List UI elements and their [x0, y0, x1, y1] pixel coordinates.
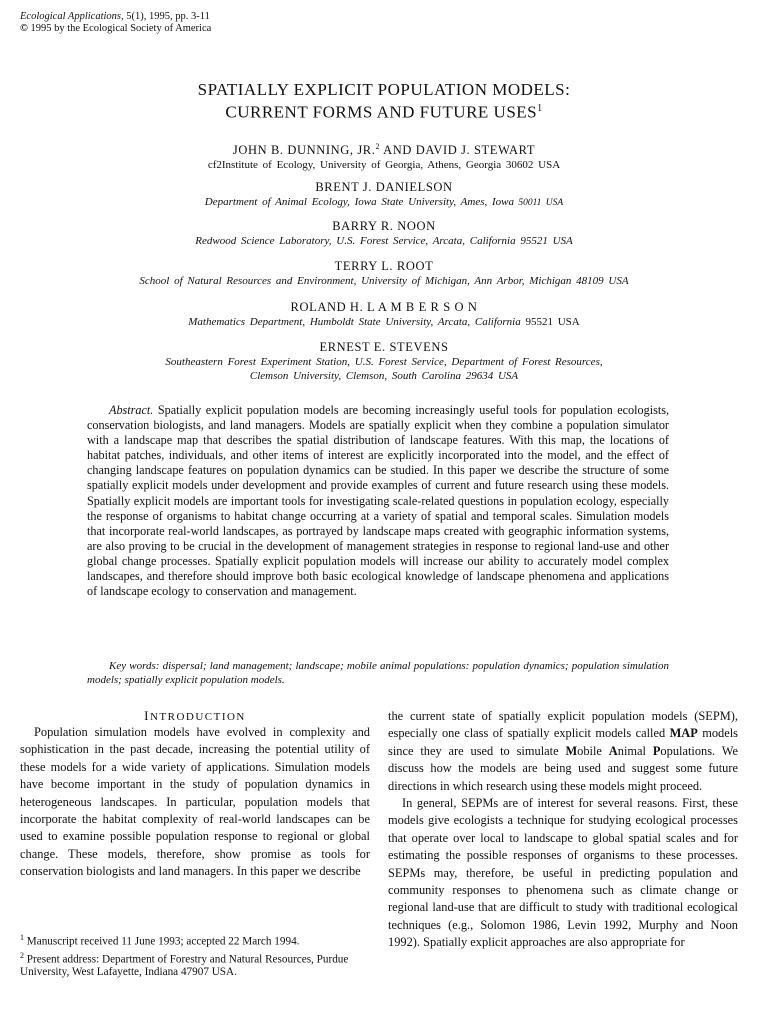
author-name: JOHN B. DUNNING, JR.: [232, 143, 376, 158]
author-affiliation: School of Natural Resources and Environment, University of Michigan, Ann Arbor, Michigan 48109 USA: [139, 275, 629, 287]
author-footnote-mark: 2: [375, 142, 381, 151]
keywords: [87, 659, 669, 687]
author-affiliation-line-2: Clemson University, Clemson, South Carolina 29634 USA: [249, 370, 519, 382]
author-block-1: [0, 139, 768, 172]
intro-paragraph-1-continued: [388, 708, 738, 795]
abstract: [87, 403, 669, 599]
running-header: [20, 11, 211, 35]
text-run: opulations. We discuss how the models are being used and suggest some future directions in which research using these models might proceed.: [388, 743, 738, 793]
text-run: nimal: [617, 743, 653, 758]
footnote-mark-2: 2: [20, 950, 24, 960]
text-run: models since they are used to simulate: [388, 726, 738, 758]
right-column: [388, 708, 738, 952]
author-affiliation: cf2Institute of Ecology, University of Georgia, Athens, Georgia 30602 USA: [207, 159, 561, 172]
author-affiliation: Southeastern Forest Experiment Station, U.S. Forest Service, Department of Forest Resources,: [165, 356, 603, 368]
author-name: ERNEST E. STEVENS: [319, 340, 449, 354]
author-affiliation: Department of Animal Ecology, Iowa State University, Ames, Iowa: [204, 196, 514, 208]
author-block-5: [0, 300, 768, 329]
author-block-3: [0, 219, 768, 248]
keywords-text: Key words: dispersal; land management; landscape; mobile animal populations: population dynamics; population simulation models; spatially explicit population models.: [87, 660, 669, 686]
author-affiliation-tail: 50011 USA: [513, 198, 564, 208]
citation: 5(1), 1995, pp. 3-11: [123, 11, 210, 22]
footnote-mark-1: 1: [20, 933, 24, 942]
acronym-letter-p: P: [652, 743, 661, 758]
footnote-1: Manuscript received 11 June 1993; accepted 22 March 1994.: [24, 935, 300, 948]
paper-title: [0, 80, 768, 122]
author-affiliation: Redwood Science Laboratory, U.S. Forest Service, Arcata, California 95521 USA: [195, 235, 573, 247]
footnote-2: Present address: Department of Forestry and Natural Resources, Purdue University, West Lafayette, Indiana 47907 USA.: [20, 953, 349, 979]
heading-rest: NTRODUCTION: [149, 711, 246, 723]
author-name-tail: AND DAVID J. STEWART: [380, 143, 536, 158]
section-heading-introduction: [20, 708, 370, 724]
footnotes: [20, 931, 370, 979]
title-footnote-mark: 1: [537, 103, 543, 114]
intro-paragraph-1: Population simulation models have evolved in complexity and sophistication in the past decade, increasing the potential utility of these models for a wide variety of applications. Simulation models have become important in the study of population dynamics in heterogeneous landscapes. In particular, population models that incorporate the habitat complexity of real-world landscapes can be used to examine possible population response to regional or global change. These models, therefore, show promise as tools for conservation biologists and land managers. In this paper we describe: [20, 725, 370, 879]
author-block-4: [0, 259, 768, 288]
acronym-letter-m: M: [565, 743, 578, 758]
author-name: ROLAND H. L A M B E R S O N: [290, 300, 478, 314]
author-affiliation-tail: 95521 USA: [520, 316, 580, 328]
author-name: BARRY R. NOON: [332, 219, 436, 233]
author-affiliation: Mathematics Department, Humboldt State University, Arcata, California: [188, 316, 521, 328]
copyright-symbol: ©: [20, 23, 28, 34]
journal-name: Ecological Applications,: [20, 11, 124, 22]
author-block-6: [0, 340, 768, 383]
abstract-label: Abstract.: [109, 403, 154, 417]
text-run: the current state of spatially explicit population models (SEPM), especially one class of spatially explicit models called: [388, 709, 738, 741]
intro-paragraph-2: In general, SEPMs are of interest for several reasons. First, these models give ecologists a technique for studying ecological processes that operate over local to landscape to global spatial scales and for estimating the possible responses of organisms to these processes. SEPMs may, therefore, be useful in predicting population and community responses to phenomena such as climate change or regional land-use that are difficult to study with traditional ecological techniques (e.g., Solomon 1986, Levin 1992, Murphy and Noon 1992). Spatially explicit approaches are also appropriate for: [388, 796, 738, 950]
left-column: [20, 724, 370, 881]
heading-initial: I: [144, 708, 150, 723]
author-block-2: [0, 180, 768, 210]
title-line-2: CURRENT FORMS AND FUTURE USES: [225, 102, 538, 122]
author-name: BRENT J. DANIELSON: [315, 180, 453, 194]
acronym-letter-a: A: [608, 743, 618, 758]
abstract-text: Spatially explicit population models are becoming increasingly useful tools for population ecologists, conservation biologists, and land managers. Models are spatially explicit when they combine a population simulator with a landscape map that describes the spatial distribution of landscape features. With this map, the locations of habitat patches, individuals, and other items of interest are explicitly incorporated into the model, and the effect of changing landscape features on population dynamics can be studied. In this paper we describe the structure of some spatially explicit models under development and provide examples of current and future research using these models. Spatially explicit models are important tools for investigating scale-related questions in population ecology, especially the response of organisms to habitat change occurring at a variety of spatial and temporal scales. Simulation models that incorporate real-world landscapes, as portrayed by landscape maps created with geographic information systems, are also proving to be crucial in the development of management strategies in response to regional land-use and other global change processes. Spatially explicit population models will increase our ability to accurately model complex landscapes, and therefore should improve both basic ecological knowledge of landscape phenomena and applications of landscape ecology to conservation and management.: [87, 403, 669, 599]
copyright: 1995 by the Ecological Society of America: [27, 23, 212, 34]
author-name: TERRY L. ROOT: [334, 259, 434, 273]
map-acronym: MAP: [669, 726, 698, 741]
title-line-1: SPATIALLY EXPLICIT POPULATION MODELS:: [197, 80, 571, 99]
text-run: obile: [577, 743, 609, 758]
